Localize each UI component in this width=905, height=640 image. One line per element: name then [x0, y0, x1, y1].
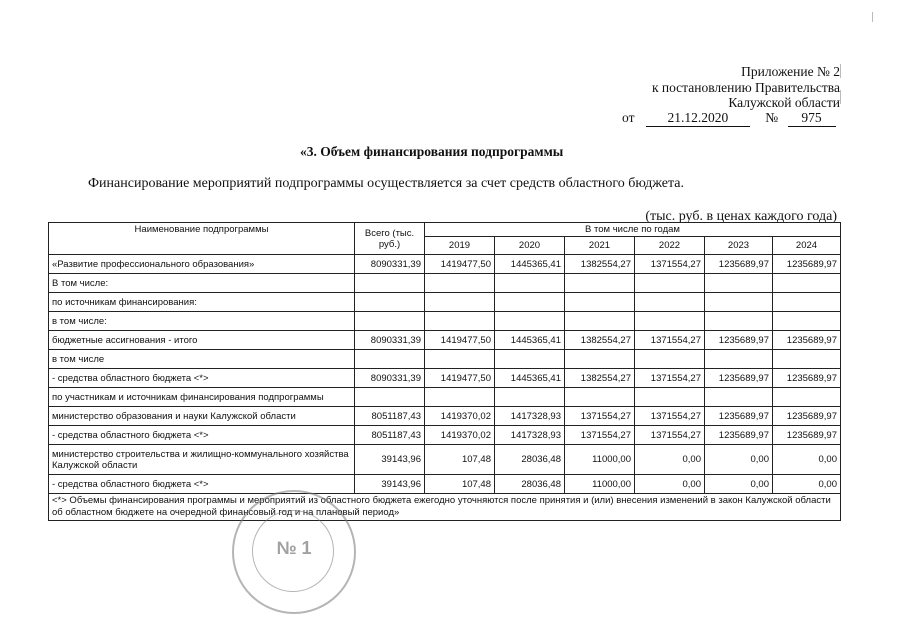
cell-year-2021: 11000,00	[565, 475, 635, 494]
table-row	[49, 407, 841, 426]
units-note: (тыс. руб. в ценах каждого года)	[645, 209, 837, 224]
cell-year-2023	[705, 293, 773, 312]
cell-year-2022: 0,00	[635, 475, 705, 494]
cell-year-2022: 0,00	[635, 445, 705, 475]
cell-year-2019	[425, 388, 495, 407]
cell-year-2019	[425, 293, 495, 312]
number-prefix: №	[765, 110, 779, 125]
cell-year-2024	[773, 350, 841, 369]
financing-table	[48, 222, 841, 521]
cell-year-2024	[773, 388, 841, 407]
cell-year-2022	[635, 312, 705, 331]
cell-year-2023: 1235689,97	[705, 369, 773, 388]
cell-year-2023: 0,00	[705, 445, 773, 475]
cell-year-2022: 1371554,27	[635, 426, 705, 445]
table-row	[49, 255, 841, 274]
cell-year-2024	[773, 274, 841, 293]
cell-year-2020: 1445365,41	[495, 331, 565, 350]
cell-year-2021	[565, 388, 635, 407]
cell-year-2019	[425, 274, 495, 293]
table-row	[49, 274, 841, 293]
table-row	[49, 331, 841, 350]
cell-year-2023	[705, 312, 773, 331]
cell-year-2024: 0,00	[773, 445, 841, 475]
financing-paragraph: Финансирование мероприятий подпрограммы осуществляется за счет средств областного бюджета.	[88, 176, 684, 191]
cell-year-2023: 0,00	[705, 475, 773, 494]
cell-total: 39143,96	[355, 445, 425, 475]
cell-year-2021: 1371554,27	[565, 407, 635, 426]
cell-year-2021: 1382554,27	[565, 369, 635, 388]
cell-year-2020: 28036,48	[495, 475, 565, 494]
appendix-title: Приложение № 2	[741, 64, 840, 79]
row-label: в том числе:	[49, 312, 355, 331]
cell-year-2022	[635, 350, 705, 369]
row-label: в том числе	[49, 350, 355, 369]
official-seal	[232, 490, 356, 614]
cell-year-2020	[495, 293, 565, 312]
row-label: - средства областного бюджета <*>	[49, 475, 355, 494]
table-row	[49, 475, 841, 494]
year-header-2023: 2023	[705, 237, 773, 255]
cell-year-2024	[773, 293, 841, 312]
table-row	[49, 350, 841, 369]
cell-year-2024: 1235689,97	[773, 407, 841, 426]
cell-year-2021	[565, 293, 635, 312]
cell-year-2024: 1235689,97	[773, 255, 841, 274]
cell-year-2020	[495, 312, 565, 331]
cell-year-2022: 1371554,27	[635, 369, 705, 388]
row-label: - средства областного бюджета <*>	[49, 369, 355, 388]
row-label: бюджетные ассигнования - итого	[49, 331, 355, 350]
table-body	[49, 255, 841, 521]
cell-year-2020: 1417328,93	[495, 426, 565, 445]
cell-year-2019: 107,48	[425, 475, 495, 494]
year-header-2022: 2022	[635, 237, 705, 255]
cell-year-2020: 1417328,93	[495, 407, 565, 426]
cell-year-2019	[425, 350, 495, 369]
cell-total: 8090331,39	[355, 369, 425, 388]
header-years-group: В том числе по годам	[425, 223, 841, 237]
appendix-decree: к постановлению Правительства	[651, 79, 840, 95]
cell-year-2021: 1371554,27	[565, 426, 635, 445]
cell-year-2023: 1235689,97	[705, 407, 773, 426]
cell-year-2020	[495, 388, 565, 407]
cell-year-2019	[425, 312, 495, 331]
footnote: <*> Объемы финансирования программы и мероприятий из областного бюджета ежегодно уточняются после принятия и (или) внесения изменений в закон Калужской области об областном бюджете на очередной финансовый год и на плановый период»	[49, 494, 841, 521]
cell-year-2023: 1235689,97	[705, 255, 773, 274]
row-label: «Развитие профессионального образования»	[49, 255, 355, 274]
row-label: В том числе:	[49, 274, 355, 293]
cell-year-2023: 1235689,97	[705, 426, 773, 445]
cell-year-2019: 1419477,50	[425, 369, 495, 388]
row-label: по источникам финансирования:	[49, 293, 355, 312]
cell-year-2022: 1371554,27	[635, 255, 705, 274]
decree-date-line	[622, 110, 836, 127]
cell-total: 8051187,43	[355, 407, 425, 426]
cell-year-2024: 0,00	[773, 475, 841, 494]
cell-total: 8051187,43	[355, 426, 425, 445]
cell-total	[355, 293, 425, 312]
cell-year-2020: 1445365,41	[495, 255, 565, 274]
cell-total	[355, 350, 425, 369]
seal-number: № 1	[276, 538, 312, 558]
table-row	[49, 426, 841, 445]
row-label: министерство строительства и жилищно-коммунального хозяйства Калужской области	[49, 445, 355, 475]
header-name: Наименование подпрограммы	[49, 223, 355, 255]
scan-mark	[840, 64, 841, 78]
cell-year-2019: 1419370,02	[425, 426, 495, 445]
cell-year-2022	[635, 388, 705, 407]
table-row	[49, 312, 841, 331]
section-heading: «3. Объем финансирования подпрограммы	[300, 144, 564, 159]
cell-year-2021	[565, 350, 635, 369]
cell-year-2019: 1419370,02	[425, 407, 495, 426]
date-prefix: от	[622, 110, 635, 125]
footnote-row	[49, 494, 841, 521]
appendix-header	[640, 64, 840, 111]
row-label: по участникам и источникам финансирования подпрограммы	[49, 388, 355, 407]
cell-year-2022	[635, 274, 705, 293]
cell-year-2022: 1371554,27	[635, 407, 705, 426]
cell-year-2020	[495, 350, 565, 369]
table-row	[49, 388, 841, 407]
cell-year-2022	[635, 293, 705, 312]
cell-total: 8090331,39	[355, 331, 425, 350]
cell-total: 39143,96	[355, 475, 425, 494]
cell-year-2020	[495, 274, 565, 293]
cell-year-2021	[565, 274, 635, 293]
scan-mark	[840, 90, 841, 104]
cell-year-2021: 1382554,27	[565, 255, 635, 274]
cell-year-2023	[705, 388, 773, 407]
cell-year-2021	[565, 312, 635, 331]
decree-date: 21.12.2020	[646, 110, 750, 127]
cell-year-2019: 107,48	[425, 445, 495, 475]
scan-mark	[872, 12, 873, 22]
table-row	[49, 369, 841, 388]
year-header-2019: 2019	[425, 237, 495, 255]
row-label: - средства областного бюджета <*>	[49, 426, 355, 445]
year-header-2024: 2024	[773, 237, 841, 255]
cell-total: 8090331,39	[355, 255, 425, 274]
cell-year-2021: 1382554,27	[565, 331, 635, 350]
cell-year-2024: 1235689,97	[773, 426, 841, 445]
cell-total	[355, 312, 425, 331]
cell-year-2022: 1371554,27	[635, 331, 705, 350]
appendix-region: Калужской области	[728, 95, 840, 110]
row-label: министерство образования и науки Калужской области	[49, 407, 355, 426]
cell-year-2024: 1235689,97	[773, 331, 841, 350]
cell-year-2024: 1235689,97	[773, 369, 841, 388]
table-row	[49, 445, 841, 475]
cell-total	[355, 388, 425, 407]
cell-year-2019: 1419477,50	[425, 331, 495, 350]
cell-year-2023	[705, 350, 773, 369]
cell-year-2023	[705, 274, 773, 293]
cell-year-2021: 11000,00	[565, 445, 635, 475]
table-row	[49, 293, 841, 312]
cell-year-2020: 1445365,41	[495, 369, 565, 388]
cell-year-2024	[773, 312, 841, 331]
cell-year-2019: 1419477,50	[425, 255, 495, 274]
decree-number: 975	[788, 110, 836, 127]
cell-year-2020: 28036,48	[495, 445, 565, 475]
year-header-2020: 2020	[495, 237, 565, 255]
cell-year-2023: 1235689,97	[705, 331, 773, 350]
header-total: Всего (тыс. руб.)	[355, 223, 425, 255]
year-header-2021: 2021	[565, 237, 635, 255]
cell-total	[355, 274, 425, 293]
